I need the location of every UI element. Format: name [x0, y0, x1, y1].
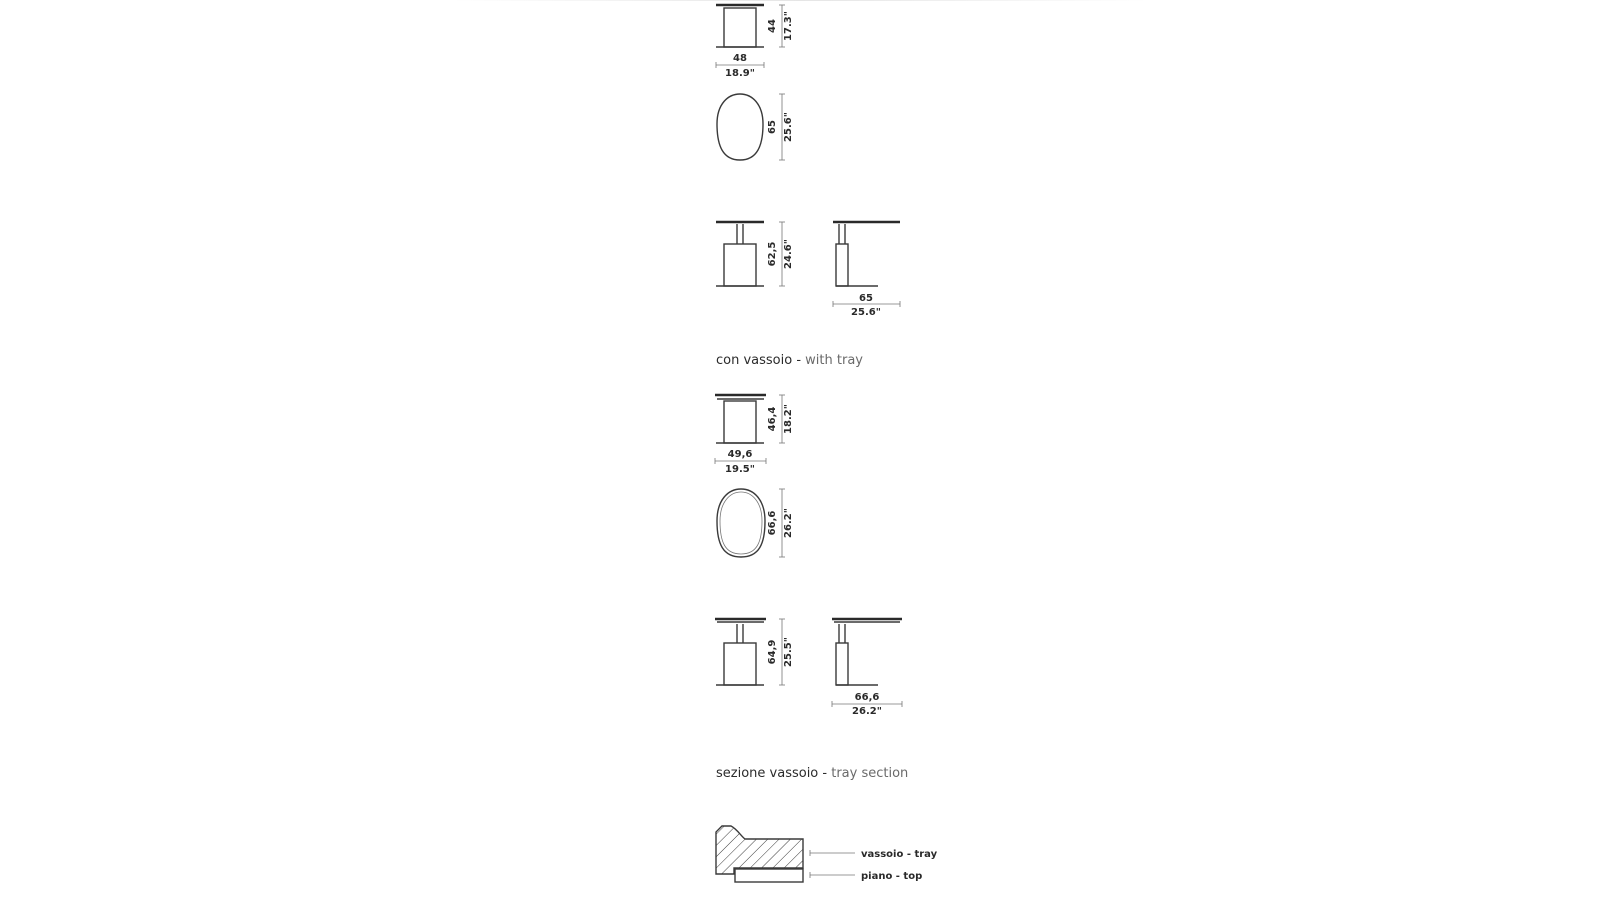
section-header: sezione vassoio - tray section: [716, 766, 909, 781]
tray-tall-height-dimension: [767, 619, 794, 685]
low-table-front-view: [716, 5, 764, 47]
depth-cm-label: 65: [767, 120, 778, 134]
tray-width-cm-label: 49,6: [727, 449, 753, 460]
section-legend: [810, 849, 938, 882]
side-width-cm-label: 65: [859, 293, 873, 304]
tall-table-side-view: [833, 222, 900, 286]
tray-width-in-label: 19.5": [725, 464, 755, 475]
tray-top-view: [717, 489, 765, 557]
legend-tray-label: vassoio - tray: [861, 849, 938, 860]
tray-tall-height-in-label: 25.5": [783, 637, 794, 667]
tray-depth-cm-label: 66,6: [767, 510, 778, 536]
tray-header: con vassoio - with tray: [716, 353, 863, 368]
tray-low-table-front-view: [715, 395, 766, 443]
side-width-dimension: [833, 293, 900, 318]
width-dimension: [716, 53, 764, 79]
width-in-label: 18.9": [725, 68, 755, 79]
tray-depth-dimension: [767, 489, 794, 557]
height-cm-label: 44: [767, 19, 778, 33]
tray-side-width-cm-label: 66,6: [854, 692, 880, 703]
tray-side-width-dimension: [832, 692, 902, 717]
width-cm-label: 48: [733, 53, 747, 64]
tabletop-outline: [717, 94, 763, 160]
tray-section-detail: [716, 826, 803, 882]
tray-tall-table-front-view: [715, 619, 766, 685]
depth-dimension: [767, 94, 794, 160]
tall-height-cm-label: 62,5: [767, 241, 778, 267]
depth-in-label: 25.6": [783, 112, 794, 142]
height-dimension: [767, 5, 794, 47]
legend-top-label: piano - top: [861, 871, 923, 882]
height-in-label: 17.3": [783, 11, 794, 41]
side-width-in-label: 25.6": [851, 307, 881, 318]
tall-table-front-view: [716, 222, 764, 286]
tray-depth-in-label: 26.2": [783, 508, 794, 538]
low-table-top-view: [717, 94, 763, 160]
tray-height-cm-label: 46,4: [767, 406, 778, 432]
table-base: [724, 8, 756, 47]
tray-side-width-in-label: 26.2": [852, 706, 882, 717]
tray-height-dimension: [767, 395, 794, 443]
tray-hatched-profile: [716, 826, 803, 874]
tray-tall-height-cm-label: 64,9: [767, 639, 778, 665]
tray-tall-table-side-view: [832, 619, 902, 685]
tall-height-in-label: 24.6": [783, 239, 794, 269]
tall-height-dimension: [767, 222, 794, 286]
tray-width-dimension: [715, 449, 766, 475]
top-plate-profile: [735, 869, 803, 882]
tray-height-in-label: 18.2": [783, 404, 794, 434]
